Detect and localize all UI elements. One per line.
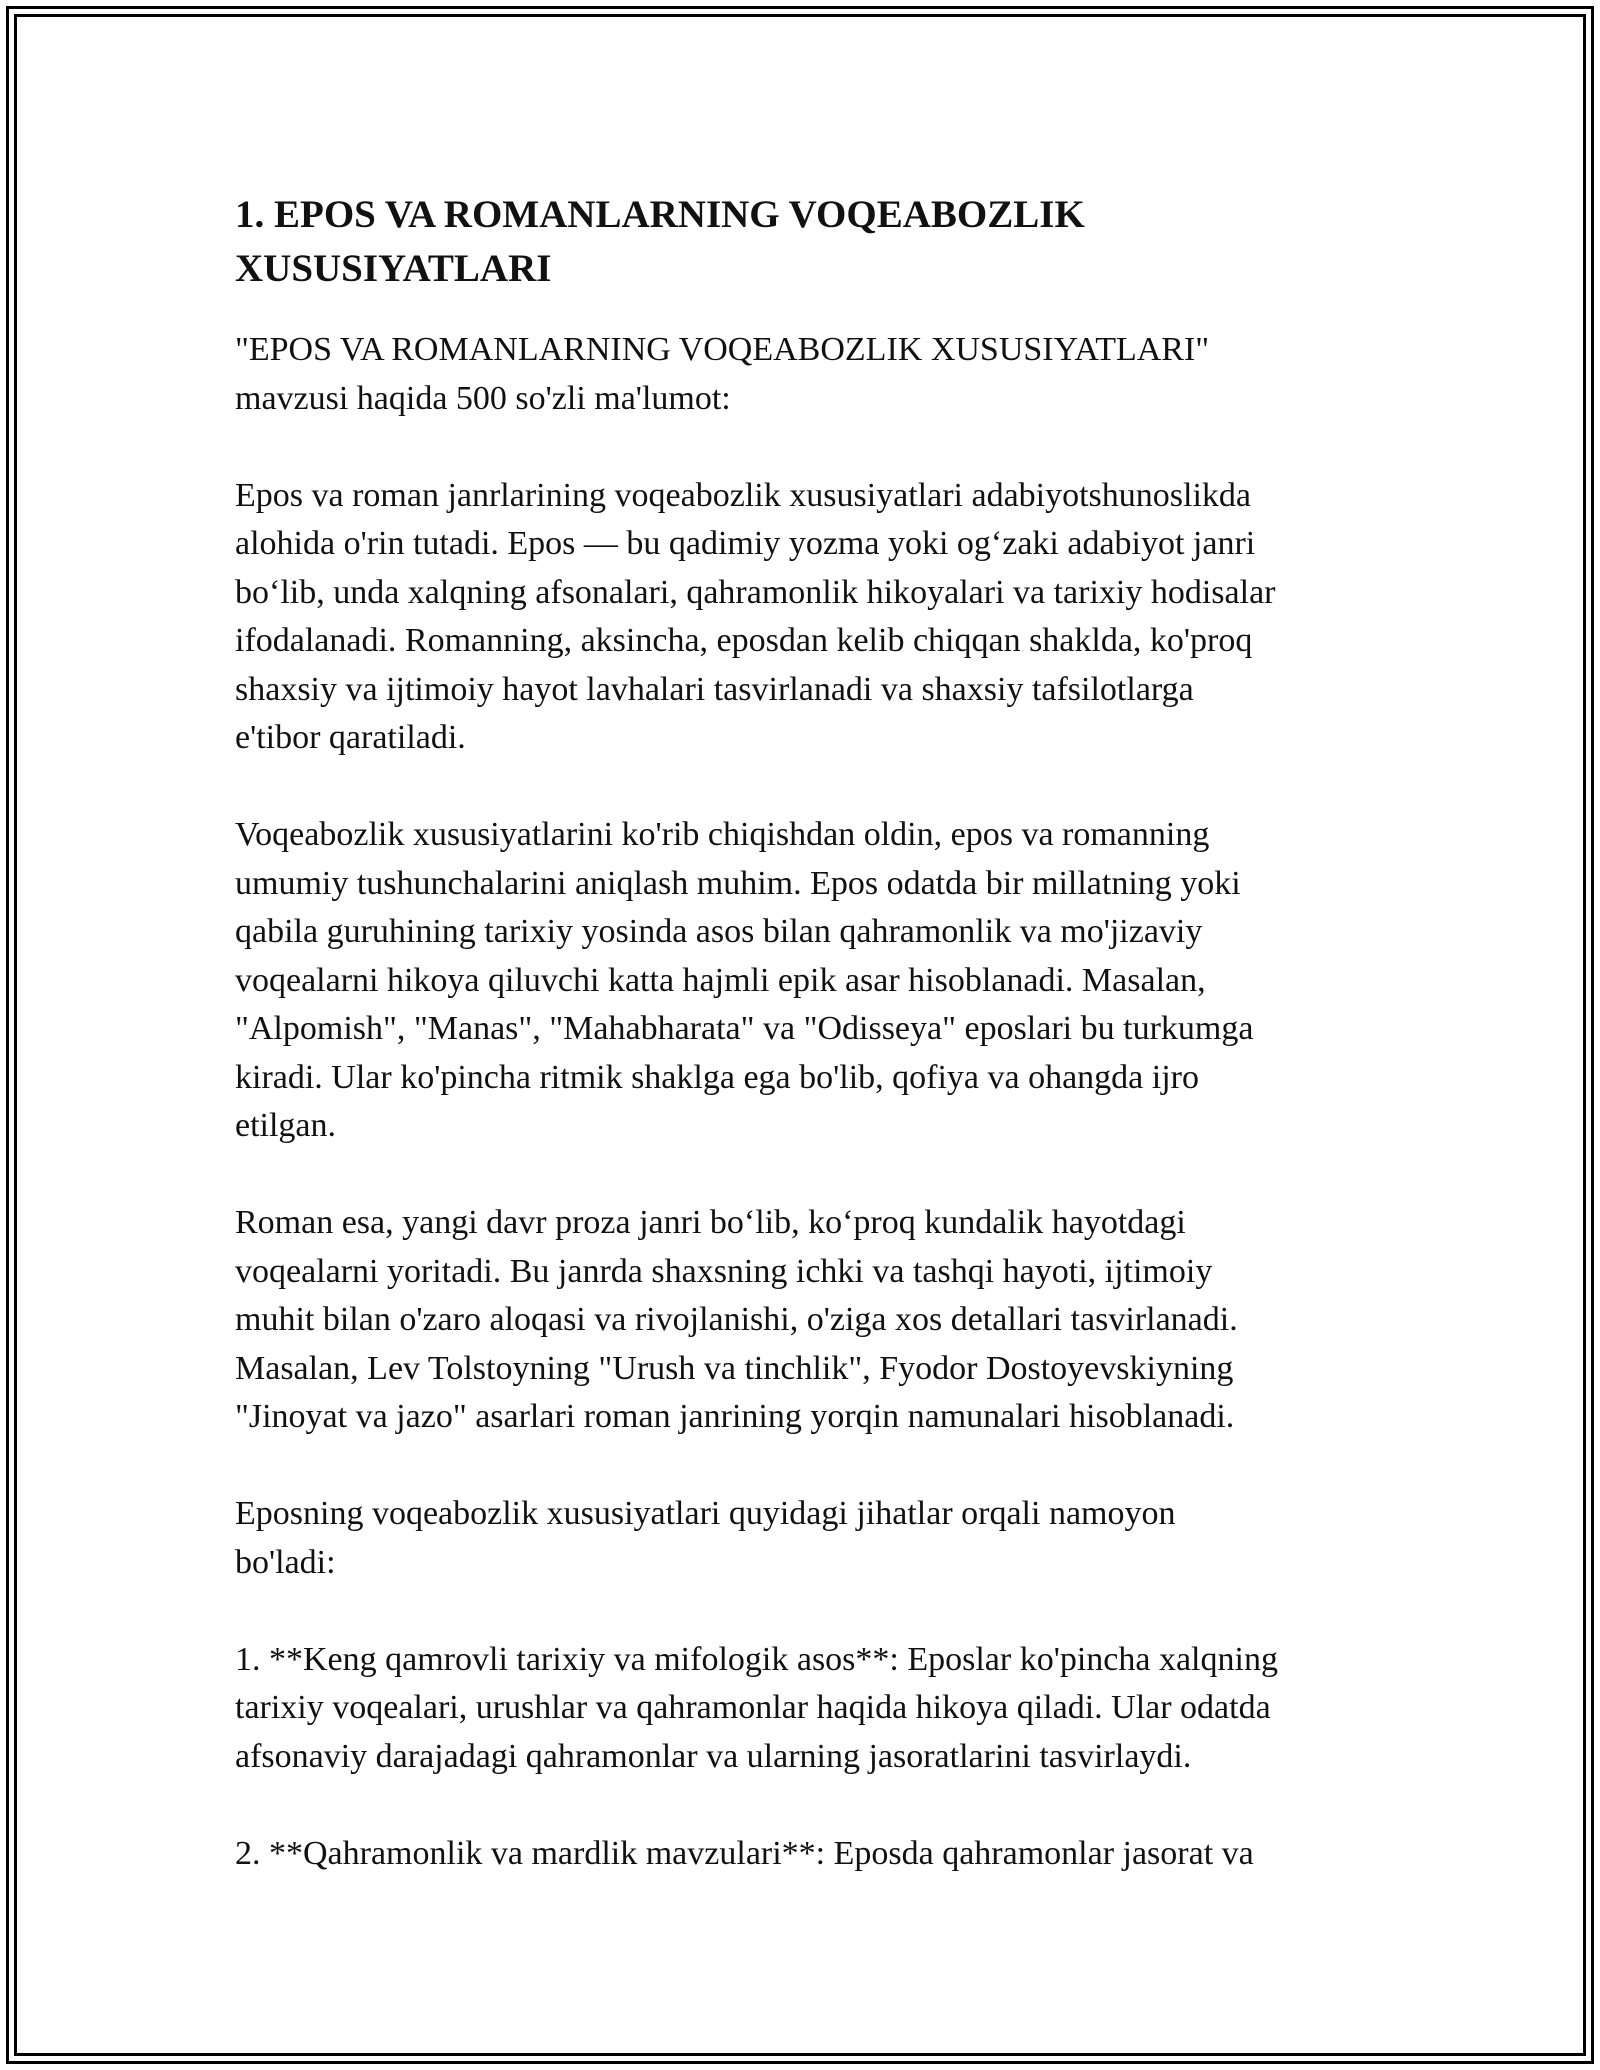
list-item-feature-1: 1. **Keng qamrovli tarixiy va mifologik asos**: Eposlar ko'pincha xalqning tarixiy voqealari, urushlar va qahramonlar haqida hikoya qiladi. Ular odatda afsonaviy darajadagi qahramonlar va ularning jasoratlarini tasvirlaydi. <box>235 1640 1278 1775</box>
document-body <box>235 188 1385 1878</box>
paragraph-spacer <box>235 763 1385 812</box>
paragraph-spacer <box>235 1442 1385 1491</box>
list-item-feature-2: 2. **Qahramonlik va mardlik mavzulari**: Eposda qahramonlar jasorat va <box>235 1834 1254 1872</box>
document-title: 1. EPOS VA ROMANLARNING VOQEABOZLIK XUSUSIYATLARI <box>235 193 1085 290</box>
paragraph-spacer <box>235 1587 1385 1636</box>
paragraph-epos-definition: Voqeabozlik xususiyatlarini ko'rib chiqishdan oldin, epos va romanning umumiy tushunchalarini aniqlash muhim. Epos odatda bir millatning yoki qabila guruhining tarixiy yosinda asos bilan qahramonlik va mo'jizaviy voqealarni hikoya qiluvchi katta hajmli epik asar hisoblanadi. Masalan, "Alpomish", "Manas", "Mahabharata" va "Odisseya" eposlari bu turkumga kiradi. Ular ko'pincha ritmik shaklga ega bo'lib, qofiya va ohangda ijro etilgan. <box>235 816 1254 1144</box>
paragraph-spacer <box>235 423 1385 472</box>
paragraph-intro: "EPOS VA ROMANLARNING VOQEABOZLIK XUSUSIYATLARI" mavzusi haqida 500 so'zli ma'lumot: <box>235 331 1210 417</box>
paragraph-epos-features-intro: Eposning voqeabozlik xususiyatlari quyidagi jihatlar orqali namoyon bo'ladi: <box>235 1495 1176 1581</box>
paragraph-spacer <box>235 1781 1385 1830</box>
paragraph-epos-roman-overview: Epos va roman janrlarining voqeabozlik xususiyatlari adabiyotshunoslikda alohida o'rin tutadi. Epos — bu qadimiy yozma yoki og‘zaki adabiyot janri bo‘lib, unda xalqning afsonalari, qahramonlik hikoyalari va tarixiy hodisalar ifodalanadi. Romanning, aksincha, eposdan kelib chiqqan shaklda, ko'proq shaxsiy va ijtimoiy hayot lavhalari tasvirlanadi va shaxsiy tafsilotlarga e'tibor qaratiladi. <box>235 476 1276 756</box>
paragraph-spacer <box>235 1151 1385 1200</box>
paragraph-roman-definition: Roman esa, yangi davr proza janri bo‘lib, ko‘proq kundalik hayotdagi voqealarni yoritadi. Bu janrda shaxsning ichki va tashqi hayoti, ijtimoiy muhit bilan o'zaro aloqasi va rivojlanishi, o'ziga xos detallari tasvirlanadi. Masalan, Lev Tolstoyning "Urush va tinchlik", Fyodor Dostoyevskiyning "Jinoyat va jazo" asarlari roman janrining yorqin namunalari hisoblanadi. <box>235 1204 1238 1435</box>
